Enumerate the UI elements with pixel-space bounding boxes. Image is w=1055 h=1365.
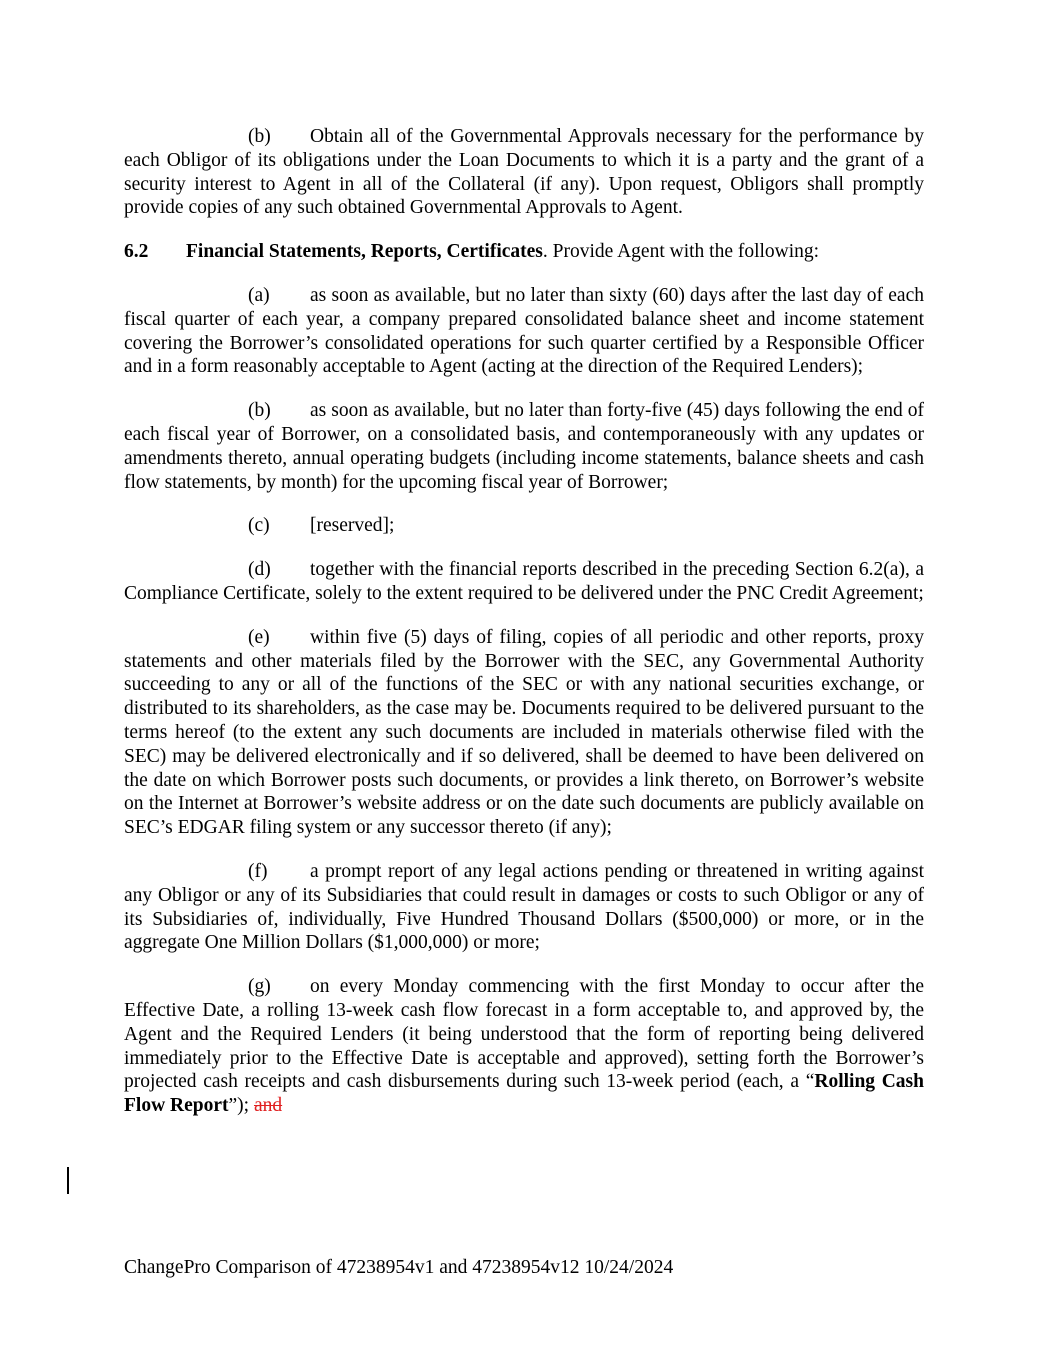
deleted-text: and	[253, 1095, 283, 1117]
paragraph-a	[124, 284, 924, 379]
paragraph-c	[124, 514, 924, 538]
paragraph-b	[124, 399, 924, 494]
document-page	[124, 125, 924, 1118]
paragraph-f	[124, 860, 924, 955]
paragraph-e	[124, 626, 924, 840]
paragraph-text-tail: ”);	[228, 1095, 254, 1117]
section-title: Financial Statements, Reports, Certificates	[186, 241, 543, 263]
paragraph-text: [reserved];	[310, 515, 395, 537]
section-intro: . Provide Agent with the following:	[542, 241, 820, 263]
defined-term: Rolling Cash Flow Report	[124, 1071, 924, 1117]
section-heading-6-2	[124, 240, 924, 264]
paragraph-text: Obtain all of the Governmental Approvals necessary for the performance by each Obligor of its obligations under the Loan Documents to which it is a party and the grant of a security interest to Agent in all of the Collateral (if any). Upon request, Obligors shall promptly provide copies of any such obtained Governmental Approvals to Agent.	[124, 126, 924, 219]
paragraph-text: together with the financial reports described in the preceding Section 6.2(a), a Compliance Certificate, solely to the extent required to be delivered under the PNC Credit Agreement;	[124, 559, 924, 604]
paragraph-text: a prompt report of any legal actions pending or threatened in writing against any Obligor or any of its Subsidiaries that could result in damages or costs to such Obligor or any of its Subsidiaries of, individually, Five Hundred Thousand Dollars ($500,000) or more, or in the aggregate One Million Dollars ($1,000,000) or more;	[124, 860, 924, 954]
paragraph-marker: (b)	[248, 126, 271, 147]
paragraph-b-governmental-approvals	[124, 125, 924, 220]
paragraph-marker: (a)	[248, 284, 270, 306]
paragraph-text: on every Monday commencing with the first Monday to occur after the Effective Date, a rolling 13-week cash flow forecast in a form acceptable to, and approved by, the Agent and the Required Lenders (it being understood that the form of reporting being delivered immediately prior to the Effective Date is acceptable and approved), setting forth the Borrower’s projected cash receipts and cash disbursements during such 13-week period (each, a “	[124, 976, 924, 1093]
paragraph-text: as soon as available, but no later than sixty (60) days after the last day of each fiscal quarter of each year, a company prepared consolidated balance sheet and income statement covering the Borrower’s consolidated operations for such quarter certified by a Responsible Officer and in a form reasonably acceptable to Agent (acting at the direction of the Required Lenders);	[124, 284, 924, 378]
paragraph-marker: (b)	[248, 400, 271, 422]
section-number: 6.2	[124, 241, 149, 263]
paragraph-text: within five (5) days of filing, copies of all periodic and other reports, proxy statements and other materials filed by the Borrower with the SEC, any Governmental Authority succeeding to any or all of the functions of the SEC or with any national securities exchange, or distributed to its shareholders, as the case may be. Documents required to be delivered pursuant to the terms hereof (to the extent any such documents are included in materials otherwise filed with the SEC) may be delivered electronically and if so delivered, shall be deemed to have been delivered on the date on which Borrower posts such documents, or provides a link thereto, on Borrower’s website on the Internet at Borrower’s website address or on the date such documents are publicly available on SEC’s EDGAR filing system or any successor thereto (if any);	[124, 626, 924, 839]
paragraph-marker: (e)	[248, 626, 270, 648]
paragraph-marker: (c)	[248, 515, 270, 537]
paragraph-marker: (f)	[248, 860, 268, 882]
change-bar	[67, 1167, 69, 1194]
paragraph-text: as soon as available, but no later than forty-five (45) days following the end of each fiscal year of Borrower, on a consolidated basis, and contemporaneously with any updates or amendments thereto, annual operating budgets (including income statements, balance sheets and cash flow statements, by month) for the upcoming fiscal year of Borrower;	[124, 400, 924, 493]
paragraph-marker: (d)	[248, 559, 271, 581]
paragraph-d	[124, 558, 924, 606]
paragraph-g	[124, 975, 924, 1118]
paragraph-marker: (g)	[248, 976, 271, 998]
footer-comparison-note: ChangePro Comparison of 47238954v1 and 47238954v12 10/24/2024	[124, 1257, 674, 1278]
